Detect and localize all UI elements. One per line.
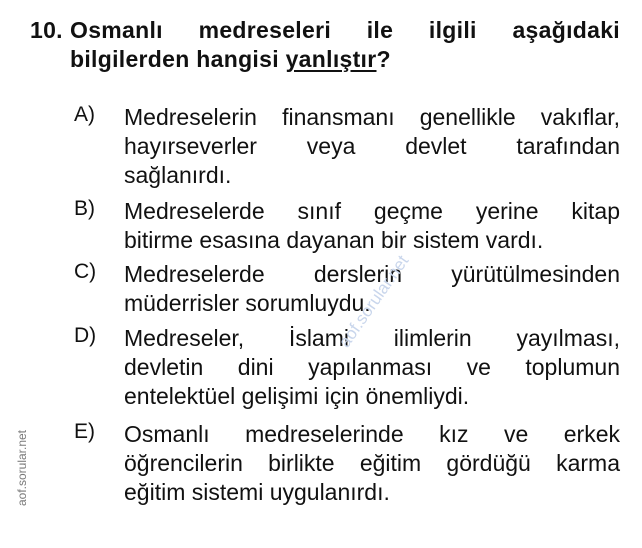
question-mark: ?: [376, 46, 391, 72]
option-e-letter: E): [74, 420, 95, 443]
question-line-2: [30, 45, 620, 74]
option-b[interactable]: [74, 197, 620, 255]
option-a-text: [124, 103, 620, 190]
option-d-line: Medreseler, İslami ilimlerin yayılması,: [124, 325, 620, 351]
option-a-line: Medreselerin finansmanı genellikle vakıflar,: [124, 104, 620, 130]
option-a-line: hayırseverler veya devlet tarafından: [124, 133, 620, 159]
option-c-line: Medreselerde derslerin yürütülmesinden: [124, 261, 620, 287]
option-c-line: müderrisler sorumluydu.: [124, 290, 371, 316]
question-text-line-2: bilgilerden hangisi: [70, 46, 286, 72]
option-d-letter: D): [74, 324, 97, 347]
question-line-1: [30, 16, 620, 45]
option-c[interactable]: [74, 260, 620, 318]
question-text-line-1: Osmanlı medreseleri ile ilgili aşağıdaki: [70, 17, 620, 43]
option-c-text: [124, 260, 620, 318]
option-e-line: öğrencilerin birlikte eğitim gördüğü karma: [124, 450, 620, 476]
option-a[interactable]: [74, 103, 620, 190]
question-stem: [30, 16, 620, 74]
option-a-line: sağlanırdı.: [124, 162, 232, 188]
option-b-letter: B): [74, 197, 95, 220]
option-d[interactable]: [74, 324, 620, 411]
option-e-line: eğitim sistemi uygulanırdı.: [124, 479, 390, 505]
option-c-letter: C): [74, 260, 97, 283]
question-number: 10.: [30, 17, 63, 43]
option-d-line: devletin dini yapılanması ve toplumun: [124, 354, 620, 380]
center-watermark: aof.sorular.net: [335, 251, 413, 351]
question-emphasis: yanlıştır: [285, 46, 377, 72]
option-d-text: [124, 324, 620, 411]
option-b-line: bitirme esasına dayanan bir sistem vardı.: [124, 227, 544, 253]
option-e-line: Osmanlı medreselerinde kız ve erkek: [124, 421, 620, 447]
option-a-letter: A): [74, 103, 95, 126]
option-e[interactable]: [74, 420, 620, 507]
side-watermark: aof.sorular.net: [15, 429, 29, 507]
option-d-line: entelektüel gelişimi için önemliydi.: [124, 383, 470, 409]
option-b-line: Medreselerde sınıf geçme yerine kitap: [124, 198, 620, 224]
option-e-text: [124, 420, 620, 507]
option-b-text: [124, 197, 620, 255]
